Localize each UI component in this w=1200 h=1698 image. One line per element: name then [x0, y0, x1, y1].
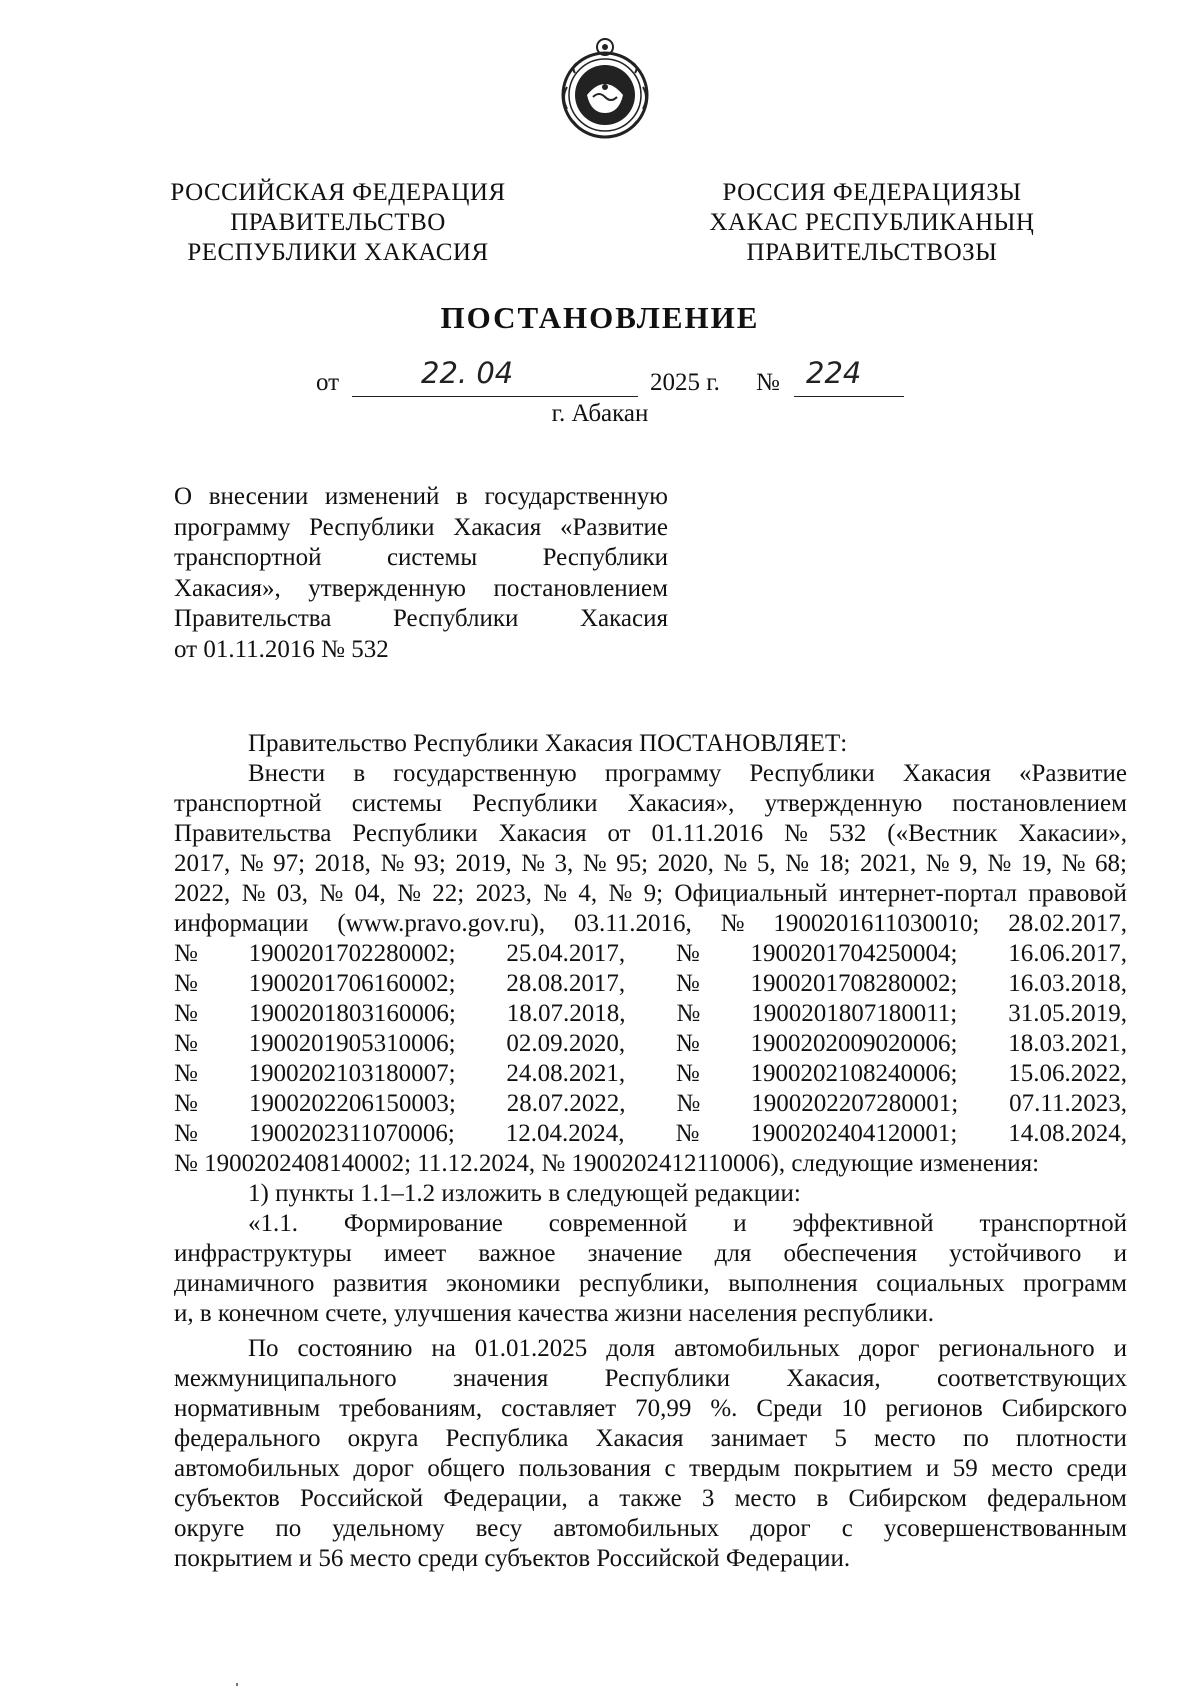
header-right-line: ХАКАС РЕСПУБЛИКАНЫҢ [709, 209, 1035, 236]
body-line [174, 1394, 1127, 1424]
word: с [664, 1455, 676, 1482]
word: Сибирского [1001, 1395, 1127, 1422]
body-line [174, 1424, 1127, 1454]
word: 68; [1094, 850, 1127, 877]
from-label: от [316, 369, 340, 396]
word: и [1113, 1240, 1127, 1267]
word: 2019, [455, 850, 512, 877]
word: обеспечения [783, 1240, 917, 1267]
word: 19, [1020, 850, 1053, 877]
text: № [174, 940, 198, 967]
word: нормативным [174, 1395, 321, 1422]
body-line [174, 1364, 1127, 1394]
word: По [248, 1335, 279, 1362]
word: 9; [643, 880, 664, 907]
word: Республики [749, 760, 875, 787]
body-line [174, 1239, 1127, 1269]
body-line [174, 1514, 1127, 1544]
city-label: г. Абакан [551, 400, 649, 427]
text: 18.03.2021, [1008, 1030, 1127, 1057]
word: интернет-портал [838, 880, 1017, 907]
word: (www.pravo.gov.ru), [337, 910, 546, 937]
word: важное [478, 1240, 556, 1267]
word: утвержденную [308, 574, 466, 602]
word: программу [604, 760, 722, 787]
body-line [174, 1454, 1127, 1484]
word: № [720, 910, 745, 937]
text: 16.06.2017, [1008, 940, 1127, 967]
word: твердым [689, 1455, 781, 1482]
word: требованиям, [339, 1395, 483, 1422]
word: весу [475, 1515, 523, 1542]
word: № [521, 850, 545, 877]
word: Республики [352, 820, 478, 847]
word: и [1113, 1335, 1127, 1362]
text: 16.03.2018, [1008, 970, 1127, 997]
word: государственную [393, 760, 577, 787]
word: Хакасия», [627, 790, 735, 817]
word: автомобильных [553, 1515, 720, 1542]
word: удельному [332, 1515, 445, 1542]
word: по [962, 1425, 989, 1452]
text: Хакасия, [786, 1365, 881, 1392]
word: %. [710, 1395, 738, 1422]
subject-line [174, 513, 668, 544]
word: 70,99 [635, 1395, 692, 1422]
body-line [174, 999, 1127, 1029]
body-line: покрытием и 56 место среди субъектов Российской Федерации. [174, 1545, 851, 1572]
word: 93; [413, 850, 446, 877]
word: занимает [710, 1425, 808, 1452]
word: 2020, [657, 850, 714, 877]
word: среди [1066, 1455, 1127, 1482]
text: 31.05.2019, [1008, 1000, 1127, 1027]
word: системы [351, 790, 442, 817]
text: межмуниципального [174, 1365, 397, 1392]
text: 1900201704250004; [750, 940, 958, 967]
body-line [174, 1059, 1127, 1089]
word: Хакасия [902, 760, 991, 787]
subject-line [174, 574, 668, 605]
text: № [174, 1090, 198, 1117]
word: Официальный [674, 880, 828, 907]
word: значение [587, 1240, 683, 1267]
word: экономики [446, 1270, 561, 1297]
word: место [734, 1485, 797, 1512]
text: 14.08.2024, [1008, 1120, 1127, 1147]
body-line [174, 789, 1127, 819]
text: современной [548, 1210, 688, 1237]
paragraph-amendment [174, 759, 1127, 1179]
word: 5, [756, 850, 776, 877]
word: от [607, 820, 631, 847]
word: № [239, 850, 264, 877]
word: в [353, 760, 366, 787]
text: № [174, 1000, 198, 1027]
word: федеральном [987, 1485, 1127, 1512]
word: «Развитие [560, 513, 668, 541]
word: Республики [472, 790, 598, 817]
text: 1900201905310006; [248, 1030, 456, 1057]
word: 03, [276, 880, 309, 907]
word: Республики [309, 513, 435, 541]
word: № [241, 880, 266, 907]
word: постановлением [493, 574, 668, 602]
word: 28.02.2017, [1008, 910, 1127, 937]
body-line [174, 819, 1127, 849]
text: и [733, 1210, 747, 1237]
word: 04, [354, 880, 386, 907]
word: 1900201611030010; [773, 910, 980, 937]
word: («Вестник [887, 820, 998, 847]
word: 3, [554, 850, 574, 877]
text: № [675, 940, 700, 967]
word: Хакасия [580, 605, 668, 632]
word: 22; [432, 880, 465, 907]
text: № [676, 1090, 701, 1117]
body-line [174, 1029, 1127, 1059]
word: Правительства [174, 605, 332, 632]
word: № [608, 880, 633, 907]
word: № [319, 880, 344, 907]
word: регионов [885, 1395, 983, 1422]
text: № [675, 1030, 700, 1057]
word: постановлением [952, 790, 1127, 817]
word: выполнения [728, 1270, 858, 1297]
word: «Развитие [1019, 760, 1127, 787]
word: Хакасия [453, 513, 542, 541]
word: 2018, [314, 850, 371, 877]
word: Сибирском [848, 1485, 967, 1512]
text: 1900202311070006; [248, 1120, 455, 1147]
word: а [587, 1485, 599, 1512]
word: Хакасия [595, 1425, 684, 1452]
word: 2022, [174, 880, 231, 907]
body-line [174, 849, 1127, 879]
paragraph-1-1 [174, 1209, 1127, 1329]
text: 1900202207280001; [751, 1090, 959, 1117]
date-underline [352, 396, 638, 397]
text: № [675, 1120, 700, 1147]
word: регионального [938, 1335, 1095, 1362]
word: 2023, [475, 880, 532, 907]
text: 07.11.2023, [1009, 1090, 1127, 1117]
body-line [174, 879, 1127, 909]
word: динамичного [174, 1270, 315, 1297]
document-title: ПОСТАНОВЛЕНИЕ [440, 300, 760, 335]
text: значения [452, 1365, 549, 1392]
word: дорог [858, 1335, 920, 1362]
word: и [925, 1455, 940, 1482]
word: субъектов [174, 1485, 280, 1512]
word: Среди [756, 1395, 823, 1422]
text: 1900201807180011; [751, 1000, 958, 1027]
text: 1900202103180007; [248, 1060, 456, 1087]
word: Республика [445, 1425, 569, 1452]
word: 9, [959, 850, 978, 877]
text: 1900202206150003; [248, 1090, 456, 1117]
text: 1900202108240006; [750, 1060, 958, 1087]
handwritten-date: 22. 04 [421, 356, 514, 390]
body-line [174, 1334, 1127, 1364]
word: Внести [248, 760, 326, 787]
word: № [582, 850, 607, 877]
word: правовой [1028, 880, 1127, 907]
number-sign: № [756, 369, 780, 396]
body-line [174, 939, 1127, 969]
word: № [785, 850, 809, 877]
text: № [174, 1120, 198, 1147]
word: государственную [484, 483, 668, 510]
text: 12.04.2024, [505, 1120, 625, 1147]
word: устойчивого [949, 1240, 1082, 1267]
word: № [723, 850, 748, 877]
word: инфраструктуры [174, 1240, 352, 1267]
word: внесении [208, 483, 309, 510]
word: в [816, 1485, 829, 1512]
text: 02.09.2020, [506, 1030, 626, 1057]
number-underline [794, 396, 904, 397]
text: № [675, 1060, 700, 1087]
scan-speck [236, 1683, 238, 1686]
header-right-line: РОССИЯ ФЕДЕРАЦИЯЗЫ [722, 179, 1022, 206]
word: 5 [834, 1425, 847, 1452]
word: О [174, 483, 193, 510]
subject-block [174, 482, 668, 665]
text: 28.08.2017, [506, 970, 626, 997]
word: 01.01.2025 [474, 1335, 588, 1362]
item-1: 1) пункты 1.1–1.2 изложить в следующей редакции: [248, 1180, 801, 1207]
word: имеет [383, 1240, 447, 1267]
word: 01.11.2016 [651, 820, 764, 847]
word: изменений [324, 483, 440, 510]
body-line [174, 759, 1127, 789]
header-left-russian [168, 178, 508, 268]
subject-line: от 01.11.2016 № 532 [174, 635, 389, 663]
year-label: 2025 г. [650, 369, 720, 396]
header-right-line: ПРАВИТЕЛЬСТВОЗЫ [746, 239, 998, 266]
word: утвержденную [764, 790, 923, 817]
word: транспортной [174, 790, 322, 817]
header-left-line: ПРАВИТЕЛЬСТВО [230, 209, 446, 236]
text: 1900202009020006; [750, 1030, 958, 1057]
word: системы [386, 544, 478, 571]
subject-line [174, 604, 668, 635]
word: пользования [518, 1455, 652, 1482]
word: состоянию [297, 1335, 413, 1362]
body-line [174, 1089, 1127, 1119]
word: 532 [828, 820, 867, 847]
word: 2021, [859, 850, 917, 877]
body-line [174, 1209, 1127, 1239]
word: дорог [750, 1515, 811, 1542]
preamble: Правительство Республики Хакасия ПОСТАНОВЛЯЕТ: [248, 730, 848, 757]
word: Хакасии», [1018, 820, 1127, 847]
text: № [174, 1030, 198, 1057]
word: по [275, 1515, 302, 1542]
word: округа [347, 1425, 419, 1452]
word: № [1061, 850, 1086, 877]
body-line [174, 969, 1127, 999]
text: транспортной [979, 1210, 1127, 1237]
word: развития [333, 1270, 428, 1297]
word: 10 [841, 1395, 867, 1422]
body-line: и, в конечном счете, улучшения качества жизни населения республики. [174, 1300, 934, 1327]
word: программ [1023, 1270, 1127, 1297]
text: «1.1. [248, 1210, 298, 1237]
text: 1900201706160002; [248, 970, 456, 997]
word: 4, [578, 880, 598, 907]
word: Федерации, [443, 1485, 568, 1512]
word: автомобильных [174, 1455, 340, 1482]
word: № [543, 880, 568, 907]
word: округе [174, 1515, 245, 1542]
word: дорог [353, 1455, 414, 1482]
document-body [174, 729, 1127, 1574]
text: 25.04.2017, [506, 940, 626, 967]
body-line [174, 1484, 1127, 1514]
word: № [987, 850, 1012, 877]
text: Республики [604, 1365, 731, 1392]
text: 1900202404120001; [750, 1120, 958, 1147]
word: с [841, 1515, 853, 1542]
header-right-khakas [702, 178, 1042, 268]
word: общего [427, 1455, 506, 1482]
word: Российской [299, 1485, 424, 1512]
word: усовершенствованным [883, 1515, 1127, 1542]
word: для [714, 1240, 752, 1267]
text: 1900201803160006; [248, 1000, 456, 1027]
word: автомобильных [674, 1335, 840, 1362]
word: составляет [501, 1395, 617, 1422]
coat-of-arms-emblem [555, 37, 655, 145]
word: 3 [701, 1485, 715, 1512]
text: 1900201702280002; [248, 940, 456, 967]
word: 03.11.2016, [573, 910, 692, 937]
handwritten-number: 224 [806, 356, 862, 390]
text: соответствующих [937, 1365, 1127, 1392]
paragraph-road-stats [174, 1334, 1127, 1574]
header-left-line: РОССИЙСКАЯ ФЕДЕРАЦИЯ [170, 179, 506, 206]
word: 18; [818, 850, 851, 877]
word: информации [174, 910, 309, 937]
word: плотности [1016, 1425, 1127, 1452]
header-left-line: РЕСПУБЛИКИ ХАКАСИЯ [187, 239, 489, 266]
word: № [397, 880, 421, 907]
word: покрытием [793, 1455, 913, 1482]
word: в [456, 483, 468, 510]
word: 97; [273, 850, 306, 877]
text: № [174, 970, 198, 997]
word: социальных [876, 1270, 1005, 1297]
word: транспортной [174, 544, 322, 571]
word: федерального [174, 1425, 321, 1452]
word: № [784, 820, 808, 847]
word: Хакасия», [174, 574, 281, 602]
text: 1900201708280002; [750, 970, 958, 997]
word: на [431, 1335, 456, 1362]
word: республики, [578, 1270, 710, 1297]
word: 95; [616, 850, 649, 877]
word: 59 [952, 1455, 978, 1482]
body-line [174, 909, 1127, 939]
body-line: № 1900202408140002; 11.12.2024, № 1900202412110006), следующие изменения: [174, 1150, 1040, 1177]
word: место [991, 1455, 1054, 1482]
word: 2017, [174, 850, 231, 877]
word: № [925, 850, 950, 877]
text: 28.07.2022, [506, 1090, 626, 1117]
word: Правительства [174, 820, 332, 847]
body-line [174, 1269, 1127, 1299]
word: Республики [392, 605, 519, 632]
word: место [874, 1425, 936, 1452]
word: Хакасия [498, 820, 587, 847]
word: Республики [542, 544, 668, 571]
subject-line [174, 482, 668, 513]
text: 15.06.2022, [1008, 1060, 1127, 1087]
text: 18.07.2018, [506, 1000, 626, 1027]
subject-line [174, 543, 668, 574]
word: доля [606, 1335, 656, 1362]
text: эффективной [792, 1210, 934, 1237]
text: № [676, 1000, 701, 1027]
text: № [174, 1060, 198, 1087]
text: 24.08.2021, [506, 1060, 626, 1087]
body-line [174, 1119, 1127, 1149]
word: также [619, 1485, 682, 1512]
text: Формирование [343, 1210, 503, 1237]
word: программу [174, 513, 291, 541]
text: № [675, 970, 700, 997]
word: № [380, 850, 405, 877]
